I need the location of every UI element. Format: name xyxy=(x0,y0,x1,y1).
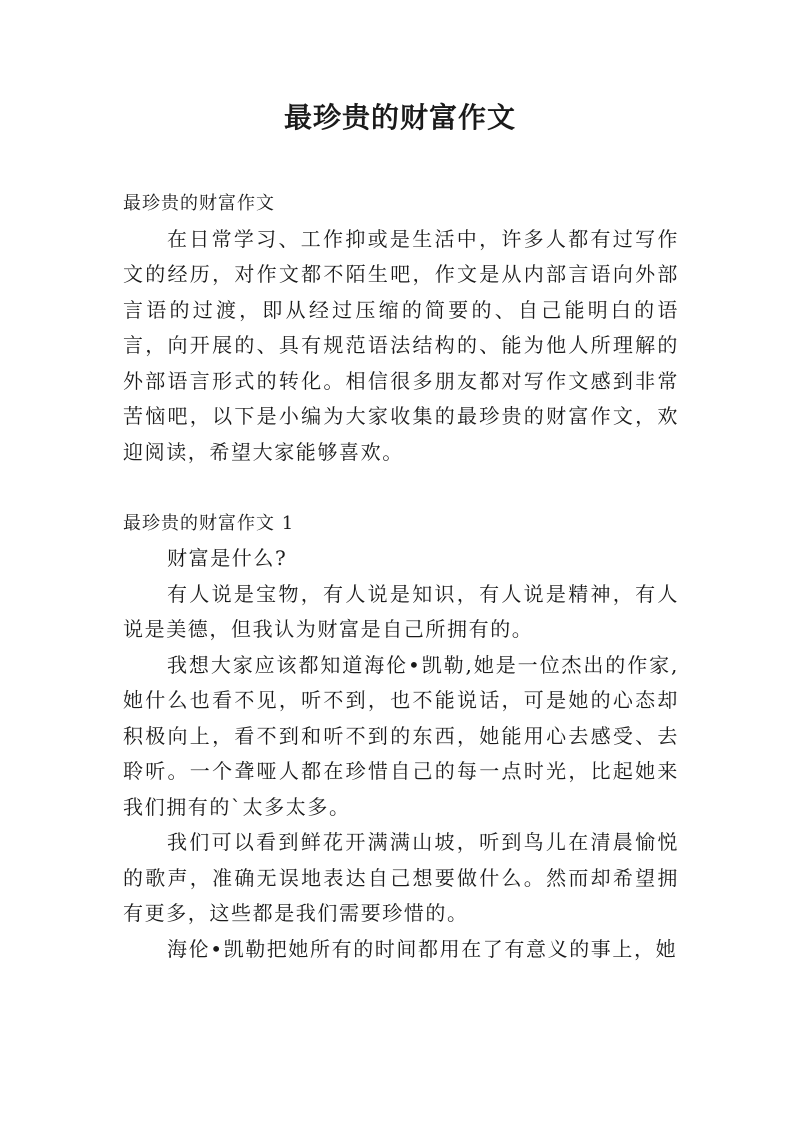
essay1-heading: 最珍贵的财富作文 1 xyxy=(123,512,295,534)
essay1-paragraph: 我们可以看到鲜花开满满山坡，听到鸟儿在清晨愉悦的歌声，准确无误地表达自己想要做什么。然而却希望拥有更多，这些都是我们需要珍惜的。 xyxy=(123,830,679,925)
essay1-paragraph: 有人说是宝物，有人说是知识，有人说是精神，有人说是美德，但我认为财富是自己所拥有的。 xyxy=(123,581,679,641)
intro-heading: 最珍贵的财富作文 xyxy=(123,193,275,214)
essay1-paragraph: 财富是什么? xyxy=(167,546,288,570)
essay1-paragraph: 海伦•凯勒把她所有的时间都用在了有意义的事上，她 xyxy=(167,936,678,961)
document-body xyxy=(123,186,679,967)
document-title: 最珍贵的财富作文 xyxy=(283,101,516,134)
essay1-paragraph: 我想大家应该都知道海伦•凯勒,她是一位杰出的作家,她什么也看不见，听不到，也不能说话，可是她的心态却积极向上，看不到和听不到的东西，她能用心去感受、去聆听。一个聋哑人都在珍惜自己的每一点时光，比起她来我们拥有的`太多太多。 xyxy=(123,652,679,819)
section-spacer xyxy=(123,470,679,506)
intro-paragraph: 在日常学习、工作抑或是生活中，许多人都有过写作文的经历，对作文都不陌生吧，作文是从内部言语向外部言语的过渡，即从经过压缩的简要的、自己能明白的语言，向开展的、具有规范语法结构的、能为他人所理解的外部语言形式的转化。相信很多朋友都对写作文感到非常苦恼吧，以下是小编为大家收集的最珍贵的财富作文，欢迎阅读，希望大家能够喜欢。 xyxy=(123,226,679,464)
